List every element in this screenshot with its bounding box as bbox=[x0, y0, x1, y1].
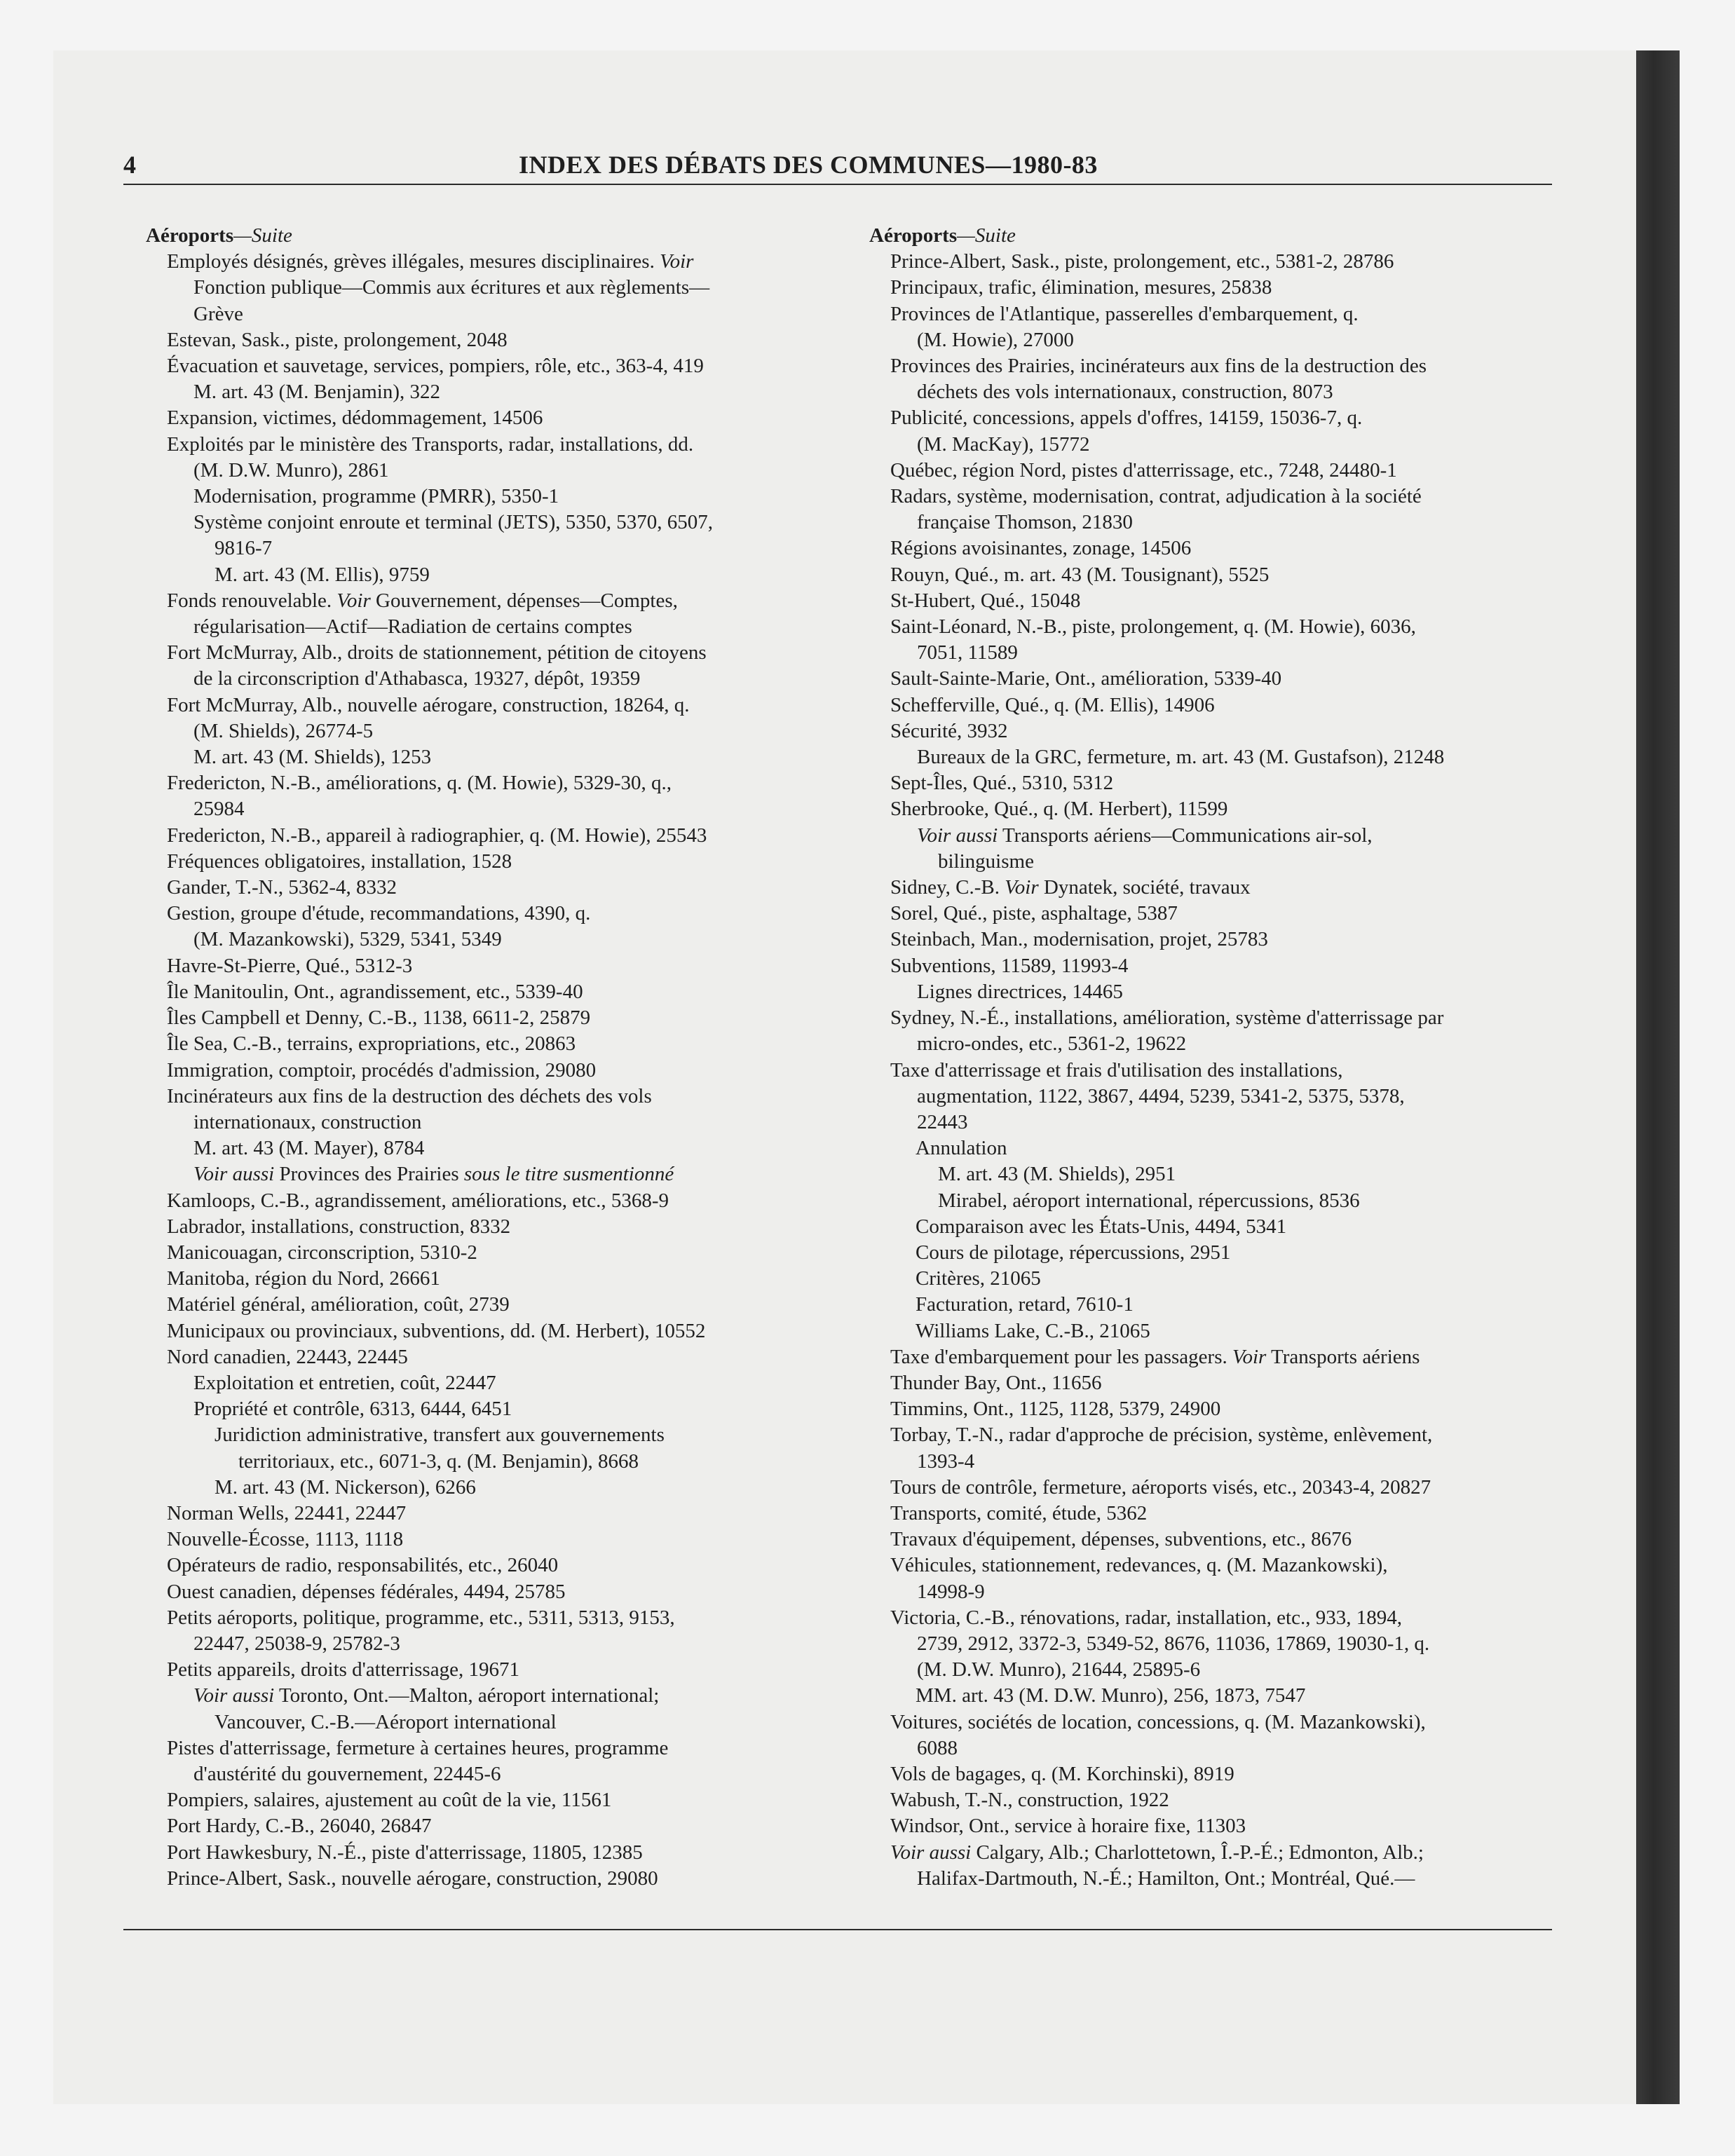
index-entry-line bbox=[146, 849, 847, 875]
index-entry-line bbox=[146, 1579, 847, 1605]
italic-text: Voir aussi bbox=[917, 824, 998, 847]
entry-text: Fort McMurray, Alb., nouvelle aérogare, construction, 18264, q. bbox=[167, 693, 690, 716]
italic-text: Voir aussi bbox=[890, 1841, 972, 1864]
entry-text: Provinces des Prairies, incinérateurs aux fins de la destruction des bbox=[890, 355, 1427, 378]
entry-text: Saint-Léonard, N.-B., piste, prolongement, q. (M. Howie), 6036, bbox=[890, 615, 1416, 639]
header-rule bbox=[123, 184, 1552, 185]
entry-text: Travaux d'équipement, dépenses, subventions, etc., 8676 bbox=[890, 1528, 1352, 1551]
entry-text: Sydney, N.-É., installations, amélioration, système d'atterrissage par bbox=[890, 1007, 1444, 1030]
index-entry-line bbox=[869, 484, 1577, 510]
entry-text: Kamloops, C.-B., agrandissement, améliorations, etc., 5368-9 bbox=[167, 1189, 669, 1212]
index-entry-line bbox=[869, 535, 1577, 561]
entry-text: internationaux, construction bbox=[193, 1110, 422, 1133]
entry-text: Provinces des Prairies bbox=[274, 1163, 464, 1186]
index-entry-line bbox=[146, 1084, 847, 1110]
entry-text: de la circonscription d'Athabasca, 19327, dépôt, 19359 bbox=[193, 667, 641, 690]
index-entry-line bbox=[869, 588, 1577, 614]
entry-text: Pistes d'atterrissage, fermeture à certaines heures, programme bbox=[167, 1736, 669, 1759]
index-entry-line bbox=[146, 1475, 847, 1501]
index-entry-line bbox=[869, 770, 1577, 796]
index-entry-line bbox=[869, 1710, 1577, 1735]
index-entry-line bbox=[869, 1084, 1577, 1110]
heading-suffix: —Suite bbox=[957, 224, 1016, 247]
italic-text: Voir bbox=[1005, 876, 1039, 899]
entry-text: Incinérateurs aux fins de la destruction des déchets des vols bbox=[167, 1084, 652, 1107]
entry-text: Îles Campbell et Denny, C.-B., 1138, 6611-2, 25879 bbox=[167, 1007, 591, 1030]
index-entry-line bbox=[869, 1344, 1577, 1370]
entry-text: Wabush, T.-N., construction, 1922 bbox=[890, 1789, 1169, 1812]
entry-text: (M. Mazankowski), 5329, 5341, 5349 bbox=[193, 928, 502, 951]
entry-text: régularisation—Actif—Radiation de certains comptes bbox=[193, 615, 632, 639]
heading-label: Aéroports bbox=[146, 224, 234, 247]
index-entry-line bbox=[869, 718, 1577, 744]
italic-text: sous le titre susmentionné bbox=[463, 1163, 674, 1186]
running-title: INDEX DES DÉBATS DES COMMUNES—1980-83 bbox=[519, 151, 1098, 179]
entry-text: 22443 bbox=[917, 1110, 968, 1133]
index-entry-line bbox=[146, 1031, 847, 1057]
index-entry-line bbox=[869, 432, 1577, 458]
entry-text: Gestion, groupe d'étude, recommandations, 4390, q. bbox=[167, 902, 591, 925]
entry-text: Système conjoint enroute et terminal (JETS), 5350, 5370, 6507, bbox=[193, 511, 713, 534]
entry-text: 2739, 2912, 3372-3, 5349-52, 8676, 11036, 17869, 19030-1, q. bbox=[917, 1632, 1430, 1655]
entry-text: Halifax-Dartmouth, N.-É.; Hamilton, Ont.; Montréal, Qué.— bbox=[917, 1867, 1415, 1890]
index-entry-line bbox=[869, 614, 1577, 640]
index-entry-line bbox=[869, 1110, 1577, 1135]
index-entry-line bbox=[146, 1135, 847, 1161]
index-entry-line bbox=[869, 927, 1577, 953]
index-entry-line bbox=[146, 1292, 847, 1318]
italic-text: Voir aussi bbox=[193, 1684, 275, 1707]
italic-text: Voir bbox=[1232, 1345, 1267, 1368]
entry-text: Tours de contrôle, fermeture, aéroports visés, etc., 20343-4, 20827 bbox=[890, 1475, 1431, 1499]
entry-text: Manicouagan, circonscription, 5310-2 bbox=[167, 1241, 477, 1264]
index-entry-line bbox=[869, 1735, 1577, 1761]
index-entry-line bbox=[146, 1605, 847, 1631]
entry-text: Voitures, sociétés de location, concessions, q. (M. Mazankowski), bbox=[890, 1710, 1426, 1733]
entry-text: M. art. 43 (M. Shields), 2951 bbox=[938, 1163, 1176, 1186]
index-entry-line bbox=[869, 1318, 1577, 1344]
entry-text: Prince-Albert, Sask., piste, prolongement, etc., 5381-2, 28786 bbox=[890, 250, 1394, 273]
entry-text: Schefferville, Qué., q. (M. Ellis), 14906 bbox=[890, 693, 1215, 716]
entry-text: Grève bbox=[193, 302, 243, 325]
entry-text: Calgary, Alb.; Charlottetown, Î.-P.-É.; Edmonton, Alb.; bbox=[971, 1841, 1424, 1864]
entry-text: Estevan, Sask., piste, prolongement, 2048 bbox=[167, 328, 508, 351]
entry-text: Juridiction administrative, transfert aux gouvernements bbox=[215, 1424, 665, 1447]
index-entry-line bbox=[146, 1631, 847, 1657]
entry-text: Gouvernement, dépenses—Comptes, bbox=[370, 589, 678, 612]
index-entry-line bbox=[869, 1631, 1577, 1657]
entry-text: Publicité, concessions, appels d'offres, 14159, 15036-7, q. bbox=[890, 407, 1363, 430]
index-entry-line bbox=[146, 484, 847, 510]
index-entry-line bbox=[869, 1553, 1577, 1578]
index-entry-line bbox=[146, 1161, 847, 1187]
index-entry-line bbox=[146, 744, 847, 770]
entry-text: Pompiers, salaires, ajustement au coût de la vie, 11561 bbox=[167, 1789, 612, 1812]
index-entry-line bbox=[869, 640, 1577, 666]
index-entry-line bbox=[869, 1840, 1577, 1866]
index-entry-line bbox=[869, 1005, 1577, 1031]
index-entry-line bbox=[146, 1370, 847, 1396]
entry-text: d'austérité du gouvernement, 22445-6 bbox=[193, 1762, 501, 1785]
entry-text: Port Hawkesbury, N.-É., piste d'atterrissage, 11805, 12385 bbox=[167, 1841, 643, 1864]
index-entry-line bbox=[869, 1501, 1577, 1527]
index-entry-line bbox=[869, 562, 1577, 588]
index-entry-line bbox=[869, 1866, 1577, 1892]
entry-text: Williams Lake, C.-B., 21065 bbox=[916, 1319, 1150, 1342]
index-entries bbox=[869, 249, 1577, 1892]
entry-text: MM. art. 43 (M. D.W. Munro), 256, 1873, 7547 bbox=[916, 1684, 1306, 1707]
entry-text: Windsor, Ont., service à horaire fixe, 11303 bbox=[890, 1815, 1246, 1838]
index-entry-line bbox=[146, 1318, 847, 1344]
index-entry-line bbox=[146, 379, 847, 405]
index-entry-line bbox=[869, 1787, 1577, 1813]
index-entry-line bbox=[146, 1422, 847, 1448]
index-entry-line bbox=[869, 1813, 1577, 1839]
index-entry-line bbox=[146, 1501, 847, 1527]
index-entry-line bbox=[869, 1605, 1577, 1631]
index-entry-line bbox=[869, 1579, 1577, 1605]
index-entry-line bbox=[869, 458, 1577, 484]
entry-text: Torbay, T.-N., radar d'approche de précision, système, enlèvement, bbox=[890, 1424, 1433, 1447]
index-entry-line bbox=[869, 1058, 1577, 1084]
entry-text: Mirabel, aéroport international, répercussions, 8536 bbox=[938, 1189, 1360, 1212]
index-entry-line bbox=[146, 458, 847, 484]
index-entry-line bbox=[146, 405, 847, 431]
entry-text: Île Manitoulin, Ont., agrandissement, etc., 5339-40 bbox=[167, 980, 583, 1003]
index-entry-line bbox=[869, 1683, 1577, 1709]
entry-text: Ouest canadien, dépenses fédérales, 4494, 25785 bbox=[167, 1580, 566, 1603]
entry-text: Norman Wells, 22441, 22447 bbox=[167, 1501, 407, 1524]
entry-text: Sault-Sainte-Marie, Ont., amélioration, 5339-40 bbox=[890, 667, 1282, 690]
index-entry-line bbox=[869, 692, 1577, 718]
entry-text: Vols de bagages, q. (M. Korchinski), 8919 bbox=[890, 1762, 1234, 1785]
index-entry-line bbox=[146, 1710, 847, 1735]
index-entry-line bbox=[146, 875, 847, 901]
index-entry-line bbox=[869, 1657, 1577, 1683]
entry-text: Évacuation et sauvetage, services, pompiers, rôle, etc., 363-4, 419 bbox=[167, 355, 704, 378]
entry-text: Fréquences obligatoires, installation, 1528 bbox=[167, 850, 512, 873]
index-entry-line bbox=[869, 1475, 1577, 1501]
index-entry-line bbox=[146, 979, 847, 1005]
index-entry-line bbox=[146, 1058, 847, 1084]
index-entry-line bbox=[146, 718, 847, 744]
entry-text: Fredericton, N.-B., appareil à radiographier, q. (M. Howie), 25543 bbox=[167, 824, 707, 847]
index-entry-line bbox=[146, 432, 847, 458]
index-entry-line bbox=[869, 1214, 1577, 1240]
index-entry-line bbox=[869, 1135, 1577, 1161]
entry-text: Sécurité, 3932 bbox=[890, 719, 1008, 742]
entry-text: Sorel, Qué., piste, asphaltage, 5387 bbox=[890, 902, 1178, 925]
entry-text: M. art. 43 (M. Benjamin), 322 bbox=[193, 381, 440, 404]
index-entry-line bbox=[146, 901, 847, 927]
entry-text: Véhicules, stationnement, redevances, q. (M. Mazankowski), bbox=[890, 1554, 1388, 1577]
entry-text: française Thomson, 21830 bbox=[917, 511, 1133, 534]
index-entry-line bbox=[146, 796, 847, 822]
entry-text: Transports aériens—Communications air-sol, bbox=[998, 824, 1373, 847]
entry-text: 25984 bbox=[193, 798, 245, 821]
index-entry-line bbox=[146, 927, 847, 953]
index-entry-line bbox=[146, 1735, 847, 1761]
entry-text: Steinbach, Man., modernisation, projet, 25783 bbox=[890, 928, 1268, 951]
index-entry-line bbox=[869, 301, 1577, 327]
entry-text: Principaux, trafic, élimination, mesures, 25838 bbox=[890, 276, 1272, 299]
entry-text: Rouyn, Qué., m. art. 43 (M. Tousignant), 5525 bbox=[890, 563, 1270, 586]
entry-text: (M. Howie), 27000 bbox=[917, 328, 1074, 351]
entry-text: Immigration, comptoir, procédés d'admission, 29080 bbox=[167, 1058, 597, 1082]
entry-text: Port Hardy, C.-B., 26040, 26847 bbox=[167, 1815, 432, 1838]
entry-text: Toronto, Ont.—Malton, aéroport international; bbox=[274, 1684, 660, 1707]
entry-text: Transports, comité, étude, 5362 bbox=[890, 1501, 1148, 1524]
index-entry-line bbox=[146, 535, 847, 561]
index-entry-line bbox=[869, 379, 1577, 405]
index-entry-line bbox=[146, 823, 847, 849]
entry-text: Havre-St-Pierre, Qué., 5312-3 bbox=[167, 954, 413, 977]
index-entry-line bbox=[869, 1422, 1577, 1448]
entry-text: Gander, T.-N., 5362-4, 8332 bbox=[167, 876, 397, 899]
entry-text: Nouvelle-Écosse, 1113, 1118 bbox=[167, 1528, 404, 1551]
entry-text: Dynatek, société, travaux bbox=[1038, 876, 1251, 899]
entry-text: Fredericton, N.-B., améliorations, q. (M. Howie), 5329-30, q., bbox=[167, 772, 672, 795]
index-entry-line bbox=[869, 1761, 1577, 1787]
italic-text: Voir bbox=[336, 589, 371, 612]
entry-text: micro-ondes, etc., 5361-2, 19622 bbox=[917, 1032, 1187, 1056]
index-entry-line bbox=[869, 405, 1577, 431]
entry-text: Sidney, C.-B. bbox=[890, 876, 1005, 899]
entry-text: St-Hubert, Qué., 15048 bbox=[890, 589, 1081, 612]
entry-text: Prince-Albert, Sask., nouvelle aérogare, construction, 29080 bbox=[167, 1867, 658, 1890]
heading-label: Aéroports bbox=[869, 224, 958, 247]
entry-text: Timmins, Ont., 1125, 1128, 5379, 24900 bbox=[890, 1398, 1221, 1421]
entry-text: Bureaux de la GRC, fermeture, m. art. 43 (M. Gustafson), 21248 bbox=[917, 746, 1445, 769]
entry-text: M. art. 43 (M. Ellis), 9759 bbox=[215, 563, 430, 586]
entry-text: Victoria, C.-B., rénovations, radar, installation, etc., 933, 1894, bbox=[890, 1606, 1402, 1629]
index-entry-line bbox=[146, 275, 847, 301]
entry-text: Exploitation et entretien, coût, 22447 bbox=[193, 1371, 496, 1394]
entry-text: Municipaux ou provinciaux, subventions, dd. (M. Herbert), 10552 bbox=[167, 1319, 706, 1342]
entry-text: Propriété et contrôle, 6313, 6444, 6451 bbox=[193, 1398, 512, 1421]
index-entry-line bbox=[146, 1344, 847, 1370]
entry-text: Provinces de l'Atlantique, passerelles d'embarquement, q. bbox=[890, 302, 1359, 325]
entry-text: Opérateurs de radio, responsabilités, etc., 26040 bbox=[167, 1554, 559, 1577]
entry-text: Fonds renouvelable. bbox=[167, 589, 337, 612]
footer-rule bbox=[123, 1929, 1552, 1930]
entry-text: Fort McMurray, Alb., droits de stationnement, pétition de citoyens bbox=[167, 641, 707, 664]
left-column bbox=[146, 223, 847, 1892]
entry-text: Thunder Bay, Ont., 11656 bbox=[890, 1371, 1102, 1394]
italic-text: Voir aussi bbox=[193, 1163, 275, 1186]
heading-suffix: —Suite bbox=[233, 224, 292, 247]
entry-text: (M. D.W. Munro), 2861 bbox=[193, 458, 389, 482]
entry-text: Exploités par le ministère des Transports, radar, installations, dd. bbox=[167, 432, 694, 456]
entry-text: Sherbrooke, Qué., q. (M. Herbert), 11599 bbox=[890, 798, 1228, 821]
index-entry-line bbox=[869, 823, 1577, 849]
scan-edge-shadow bbox=[1636, 50, 1680, 2104]
entry-text: Taxe d'embarquement pour les passagers. bbox=[890, 1345, 1232, 1368]
index-entry-line bbox=[146, 1761, 847, 1787]
entry-text: Comparaison avec les États-Unis, 4494, 5341 bbox=[916, 1215, 1287, 1238]
entry-text: Radars, système, modernisation, contrat, adjudication à la société bbox=[890, 485, 1422, 508]
index-entry-line bbox=[869, 666, 1577, 692]
index-entry-line bbox=[869, 849, 1577, 875]
index-entry-line bbox=[146, 588, 847, 614]
index-entry-line bbox=[146, 770, 847, 796]
entry-text: (M. Shields), 26774-5 bbox=[193, 719, 374, 742]
entry-text: Lignes directrices, 14465 bbox=[917, 980, 1123, 1003]
entry-text: M. art. 43 (M. Mayer), 8784 bbox=[193, 1137, 425, 1160]
entry-text: déchets des vols internationaux, construction, 8073 bbox=[917, 381, 1333, 404]
entry-text: Île Sea, C.-B., terrains, expropriations, etc., 20863 bbox=[167, 1032, 576, 1056]
entry-text: 7051, 11589 bbox=[917, 641, 1018, 664]
index-entry-line bbox=[869, 1449, 1577, 1475]
index-entry-line bbox=[146, 1813, 847, 1839]
index-entry-line bbox=[869, 901, 1577, 927]
index-entry-line bbox=[146, 562, 847, 588]
index-entry-line bbox=[869, 979, 1577, 1005]
entry-text: bilinguisme bbox=[938, 850, 1034, 873]
entry-text: Annulation bbox=[916, 1137, 1007, 1160]
column-heading bbox=[146, 223, 847, 249]
index-entry-line bbox=[146, 1449, 847, 1475]
index-entry-line bbox=[146, 614, 847, 640]
entry-text: M. art. 43 (M. Nickerson), 6266 bbox=[215, 1475, 476, 1499]
index-entry-line bbox=[869, 744, 1577, 770]
entry-text: territoriaux, etc., 6071-3, q. (M. Benjamin), 8668 bbox=[238, 1449, 639, 1473]
entry-text: Vancouver, C.-B.—Aéroport international bbox=[215, 1710, 557, 1733]
index-entry-line bbox=[146, 1840, 847, 1866]
index-entry-line bbox=[146, 953, 847, 979]
index-entry-line bbox=[146, 1005, 847, 1031]
entry-text: Petits aéroports, politique, programme, etc., 5311, 5313, 9153, bbox=[167, 1606, 675, 1629]
index-entry-line bbox=[869, 1240, 1577, 1266]
entry-text: 22447, 25038-9, 25782-3 bbox=[193, 1632, 400, 1655]
index-entry-line bbox=[146, 1188, 847, 1214]
page-number: 4 bbox=[123, 151, 136, 179]
index-entry-line bbox=[869, 1266, 1577, 1292]
entry-text: Transports aériens bbox=[1266, 1345, 1420, 1368]
index-entry-line bbox=[146, 1527, 847, 1553]
index-entry-line bbox=[146, 1110, 847, 1135]
entry-text: (M. MacKay), 15772 bbox=[917, 432, 1090, 456]
entry-text: (M. D.W. Munro), 21644, 25895-6 bbox=[917, 1658, 1201, 1681]
entry-text: Facturation, retard, 7610-1 bbox=[916, 1293, 1134, 1316]
entry-text: Régions avoisinantes, zonage, 14506 bbox=[890, 537, 1192, 560]
index-entry-line bbox=[869, 953, 1577, 979]
entry-text: Employés désignés, grèves illégales, mesures disciplinaires. bbox=[167, 250, 660, 273]
entry-text: Modernisation, programme (PMRR), 5350-1 bbox=[193, 485, 559, 508]
entry-text: 14998-9 bbox=[917, 1580, 985, 1603]
entry-text: augmentation, 1122, 3867, 4494, 5239, 5341-2, 5375, 5378, bbox=[917, 1084, 1405, 1107]
index-entry-line bbox=[146, 301, 847, 327]
index-entry-line bbox=[146, 1683, 847, 1709]
index-entry-line bbox=[869, 1527, 1577, 1553]
entry-text: 6088 bbox=[917, 1736, 958, 1759]
index-entry-line bbox=[146, 1266, 847, 1292]
index-entry-line bbox=[869, 875, 1577, 901]
entry-text: Nord canadien, 22443, 22445 bbox=[167, 1345, 408, 1368]
index-entry-line bbox=[869, 249, 1577, 275]
index-entry-line bbox=[146, 666, 847, 692]
index-entry-line bbox=[146, 327, 847, 353]
entry-text: Subventions, 11589, 11993-4 bbox=[890, 954, 1129, 977]
index-entry-line bbox=[146, 1396, 847, 1422]
entry-text: Sept-Îles, Qué., 5310, 5312 bbox=[890, 772, 1114, 795]
index-entry-line bbox=[146, 510, 847, 535]
index-entry-line bbox=[869, 1292, 1577, 1318]
index-entry-line bbox=[146, 1657, 847, 1683]
index-entry-line bbox=[869, 353, 1577, 379]
index-entry-line bbox=[869, 796, 1577, 822]
index-entries bbox=[146, 249, 847, 1892]
entry-text: M. art. 43 (M. Shields), 1253 bbox=[193, 746, 432, 769]
index-entry-line bbox=[146, 249, 847, 275]
entry-text: Québec, région Nord, pistes d'atterrissage, etc., 7248, 24480-1 bbox=[890, 458, 1397, 482]
column-heading bbox=[869, 223, 1577, 249]
entry-text: Fonction publique—Commis aux écritures et aux règlements— bbox=[193, 276, 710, 299]
entry-text: Taxe d'atterrissage et frais d'utilisation des installations, bbox=[890, 1058, 1343, 1082]
index-entry-line bbox=[146, 1214, 847, 1240]
entry-text: Expansion, victimes, dédommagement, 14506 bbox=[167, 407, 543, 430]
index-entry-line bbox=[146, 1787, 847, 1813]
entry-text: Matériel général, amélioration, coût, 2739 bbox=[167, 1293, 510, 1316]
index-entry-line bbox=[146, 1240, 847, 1266]
index-entry-line bbox=[869, 1188, 1577, 1214]
index-entry-line bbox=[146, 1553, 847, 1578]
index-entry-line bbox=[869, 275, 1577, 301]
index-entry-line bbox=[869, 510, 1577, 535]
index-entry-line bbox=[146, 1866, 847, 1892]
entry-text: Petits appareils, droits d'atterrissage, 19671 bbox=[167, 1658, 519, 1681]
index-entry-line bbox=[146, 692, 847, 718]
index-entry-line bbox=[146, 353, 847, 379]
entry-text: 1393-4 bbox=[917, 1449, 975, 1473]
index-entry-line bbox=[869, 1031, 1577, 1057]
index-entry-line bbox=[869, 1161, 1577, 1187]
italic-text: Voir bbox=[660, 250, 694, 273]
index-entry-line bbox=[146, 640, 847, 666]
entry-text: 9816-7 bbox=[215, 537, 273, 560]
entry-text: Manitoba, région du Nord, 26661 bbox=[167, 1267, 440, 1290]
entry-text: Critères, 21065 bbox=[916, 1267, 1041, 1290]
index-entry-line bbox=[869, 1396, 1577, 1422]
right-column bbox=[869, 223, 1577, 1892]
index-entry-line bbox=[869, 1370, 1577, 1396]
index-entry-line bbox=[869, 327, 1577, 353]
entry-text: Cours de pilotage, répercussions, 2951 bbox=[916, 1241, 1231, 1264]
entry-text: Labrador, installations, construction, 8332 bbox=[167, 1215, 511, 1238]
